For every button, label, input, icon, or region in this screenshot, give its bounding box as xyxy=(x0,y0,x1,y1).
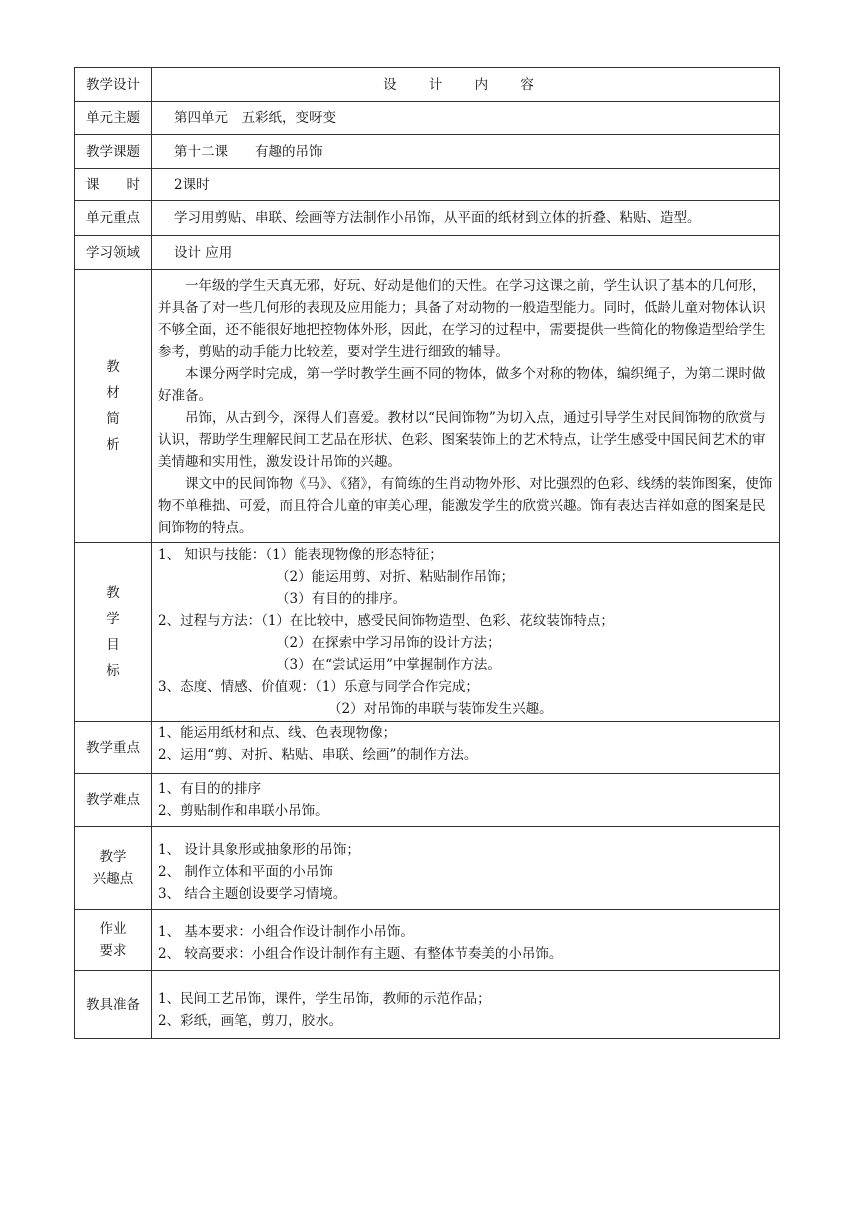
unit-theme-label: 单元主题 xyxy=(75,102,152,135)
interest-label-line: 教学 xyxy=(99,849,127,865)
table-row xyxy=(75,236,780,270)
analysis-content xyxy=(152,270,780,543)
goal-line: （3）有目的的排序。 xyxy=(276,591,407,607)
homework-content xyxy=(152,910,780,971)
key-point-line: 1、能运用纸材和点、线、色表现物像； xyxy=(158,725,397,741)
goal-line: 1、 知识与技能：（1）能表现物像的形态特征； xyxy=(158,547,443,563)
hours-value: 2课时 xyxy=(152,169,780,201)
table-row xyxy=(75,270,780,543)
analysis-label-char: 析 xyxy=(106,437,120,453)
materials-line: 2、彩纸，画笔，剪刀，胶水。 xyxy=(158,1012,343,1029)
table-row xyxy=(75,774,780,827)
key-point-line: 2、运用“剪、对折、粘贴、串联、绘画”的制作方法。 xyxy=(158,747,478,763)
table-row xyxy=(75,169,780,201)
goal-line: 3、态度、情感、价值观：（1）乐意与同学合作完成； xyxy=(158,679,479,695)
difficulties-content xyxy=(152,774,780,827)
lesson-title-value: 第十二课 有趣的吊饰 xyxy=(152,135,780,169)
analysis-paragraph: 课文中的民间饰物《马》、《猪》，有简练的生肖动物外形、对比强烈的色彩、线绣的装饰图案，使饰物不单稚拙、可爱，而且符合儿童的审美心理，能激发学生的欣赏兴趣。饰有表达吉祥如意的图案是民间饰物的特点。 xyxy=(158,476,773,536)
unit-focus-label: 单元重点 xyxy=(75,201,152,236)
lesson-title-label: 教学课题 xyxy=(75,135,152,169)
table-row xyxy=(75,68,780,102)
homework-label-line: 要求 xyxy=(99,943,127,959)
header-value: 设 计 内 容 xyxy=(152,68,780,102)
difficulties-label: 教学难点 xyxy=(75,774,152,827)
analysis-paragraph: 一年级的学生天真无邪，好玩、好动是他们的天性。在学习这课之前，学生认识了基本的几何形，并具备了对一些几何形的表现及应用能力；具备了对动物的一般造型能力。同时，低龄儿童对物体认识不够全面，还不能很好地把控物体外形，因此，在学习的过程中，需要提供一些简化的物像造型给学生参考，剪贴的动手能力比较差，要对学生进行细致的辅导。 xyxy=(158,278,766,360)
table-row xyxy=(75,971,780,1039)
field-value: 设计 应用 xyxy=(152,236,780,270)
table-row xyxy=(75,910,780,971)
analysis-label-char: 材 xyxy=(106,385,120,401)
homework-label-line: 作业 xyxy=(99,921,127,937)
field-label: 学习领域 xyxy=(75,236,152,270)
goals-label-char: 标 xyxy=(106,663,120,679)
goal-line: （3）在“尝试运用”中掌握制作方法。 xyxy=(276,657,501,673)
difficulty-line: 2、剪贴制作和串联小吊饰。 xyxy=(158,803,329,819)
goals-label xyxy=(75,543,152,722)
goal-line: 2、过程与方法：（1）在比较中，感受民间饰物造型、色彩、花纹装饰特点； xyxy=(158,613,614,629)
interest-line: 1、 设计具象形或抽象形的吊饰； xyxy=(158,841,360,858)
unit-focus-value: 学习用剪贴、串联、绘画等方法制作小吊饰，从平面的纸材到立体的折叠、粘贴、造型。 xyxy=(152,201,780,236)
analysis-label xyxy=(75,270,152,543)
interest-label-line: 兴趣点 xyxy=(92,871,134,887)
difficulty-line: 1、有目的的排序 xyxy=(158,781,262,797)
homework-label xyxy=(75,910,152,971)
table-row xyxy=(75,135,780,169)
key-points-label: 教学重点 xyxy=(75,722,152,774)
homework-line: 1、 基本要求：小组合作设计制作小吊饰。 xyxy=(158,924,414,940)
table-row xyxy=(75,102,780,135)
materials-line: 1、民间工艺吊饰，课件，学生吊饰，教师的示范作品； xyxy=(158,990,491,1007)
header-label: 教学设计 xyxy=(75,68,152,102)
analysis-paragraph: 本课分两学时完成，第一学时教学生画不同的物体，做多个对称的物体，编织绳子，为第二课时做好准备。 xyxy=(158,366,766,404)
goal-line: （2）对吊饰的串联与装饰发生兴趣。 xyxy=(328,701,553,717)
table-row xyxy=(75,722,780,774)
interest-label xyxy=(75,827,152,910)
analysis-label-char: 教 xyxy=(106,359,120,375)
goal-line: （2）能运用剪、对折、粘贴制作吊饰； xyxy=(276,569,515,585)
unit-theme-value: 第四单元 五彩纸，变呀变 xyxy=(152,102,780,135)
table-row xyxy=(75,827,780,910)
interest-content xyxy=(152,827,780,910)
goals-label-char: 教 xyxy=(106,585,120,601)
interest-line: 2、 制作立体和平面的小吊饰 xyxy=(158,863,333,880)
goals-label-char: 目 xyxy=(106,637,120,653)
materials-label: 教具准备 xyxy=(75,971,152,1039)
goal-line: （2）在探索中学习吊饰的设计方法； xyxy=(276,635,501,651)
table-row xyxy=(75,201,780,236)
lesson-plan-table xyxy=(74,67,780,1039)
analysis-label-char: 简 xyxy=(106,411,120,427)
interest-line: 3、 结合主题创设要学习情境。 xyxy=(158,885,347,902)
goals-label-char: 学 xyxy=(106,611,120,627)
table-row xyxy=(75,543,780,722)
homework-line: 2、 较高要求：小组合作设计制作有主题、有整体节奏美的小吊饰。 xyxy=(158,946,563,962)
analysis-paragraph: 吊饰，从古到今，深得人们喜爱。教材以“民间饰物”为切入点，通过引导学生对民间饰物的欣赏与认识，帮助学生理解民间工艺品在形状、色彩、图案装饰上的艺术特点，让学生感受中国民间艺术的审美情趣和实用性，激发设计吊饰的兴趣。 xyxy=(158,410,766,470)
hours-label: 课 时 xyxy=(75,169,152,201)
key-points-content xyxy=(152,722,780,774)
materials-content xyxy=(152,971,780,1039)
goals-content xyxy=(152,543,780,722)
